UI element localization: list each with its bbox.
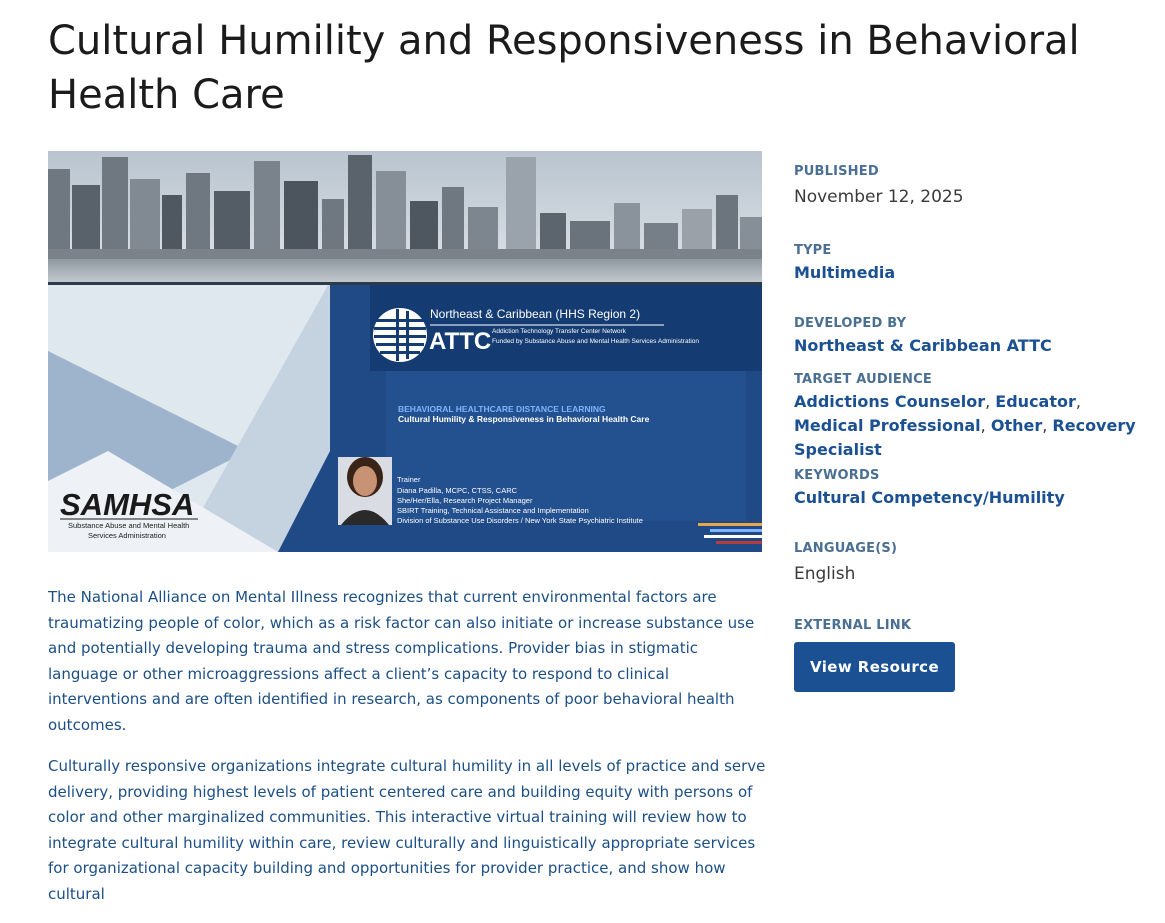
samhsa-line2: Services Administration [88,531,166,540]
external-link-label: EXTERNAL LINK [794,618,912,633]
language-label: LANGUAGE(S) [794,541,898,556]
hero-trainer-name: Diana Padilla, MCPC, CTSS, CARC [397,486,518,495]
hero-trainer-line4: Division of Substance Use Disorders / New York State Psychiatric Institute [397,516,643,525]
type-link[interactable]: Multimedia [794,263,896,282]
view-resource-button[interactable]: View Resource [794,642,955,692]
type-label: TYPE [794,243,832,258]
audience-link[interactable]: Recovery Specialist [794,416,1136,459]
target-audience-label: TARGET AUDIENCE [794,372,932,387]
audience-link[interactable]: Addictions Counselor [794,392,986,411]
target-audience-block [794,370,1154,462]
keywords-label: KEYWORDS [794,468,880,483]
hero-trainer-label: Trainer [397,475,421,484]
trainer-photo [338,457,392,525]
hero-course: Cultural Humility & Responsiveness in Behavioral Health Care [398,414,650,424]
audience-link[interactable]: Educator [995,392,1076,411]
developed-by-label: DEVELOPED BY [794,316,907,331]
published-block [794,162,1154,210]
hero-trainer-line3: SBIRT Training, Technical Assistance and Implementation [397,506,589,515]
keywords-block [794,466,1154,510]
developed-by-link[interactable]: Northeast & Caribbean ATTC [794,336,1052,355]
samhsa-line1: Substance Abuse and Mental Health [68,521,190,530]
external-link-block [794,616,1154,692]
type-block [794,241,1154,285]
keyword-link[interactable]: Cultural Competency/Humility [794,488,1065,507]
hero-region-title: Northeast & Caribbean (HHS Region 2) [430,307,641,321]
hero-image [48,151,762,552]
published-label: PUBLISHED [794,164,879,179]
developed-by-block [794,314,1154,358]
skyline-photo [48,151,762,285]
hero-trainer-role: She/Her/Ella, Research Project Manager [397,496,533,505]
hero-series: BEHAVIORAL HEALTHCARE DISTANCE LEARNING [398,404,606,414]
language-block [794,539,1154,587]
description-paragraph-1: The National Alliance on Mental Illness recognizes that current environmental factors are traumatizing people of color, which as a risk factor can also initiate or increase substance use and potentially developing trauma and stress complications. Provider bias in stigmatic language or other microaggressions affect a client’s capacity to respond to clinical interventions and are often identified in research, as components of poor behavioral health outcomes. [48,588,755,734]
audience-list: Addictions Counselor, Educator, Medical Professional, Other, Recovery Specialist [794,392,1136,459]
description [48,585,768,923]
audience-link[interactable]: Medical Professional [794,416,981,435]
hero-attc-line1: Addiction Technology Transfer Center Network [492,328,626,335]
description-paragraph-2: Culturally responsive organizations integrate cultural humility in all levels of practice and serve delivery, providing highest levels of patient centered care and building equity with persons of color and other marginalized communities. This interactive virtual training will review how to integrate cultural humility within care, review culturally and linguistically appropriate services for organizational capacity building and opportunities for provider practice, and show how cultural [48,757,766,903]
page-title: Cultural Humility and Responsiveness in Behavioral Health Care [48,18,1080,118]
language-value: English [794,564,856,584]
attc-globe-icon [373,308,427,362]
attc-logo-text: ATTC [429,328,492,355]
published-date: November 12, 2025 [794,187,964,207]
hero-attc-line2: Funded by Substance Abuse and Mental Health Services Administration [492,338,700,345]
audience-link[interactable]: Other [990,416,1043,435]
samhsa-logo: SAMHSA [60,487,195,522]
